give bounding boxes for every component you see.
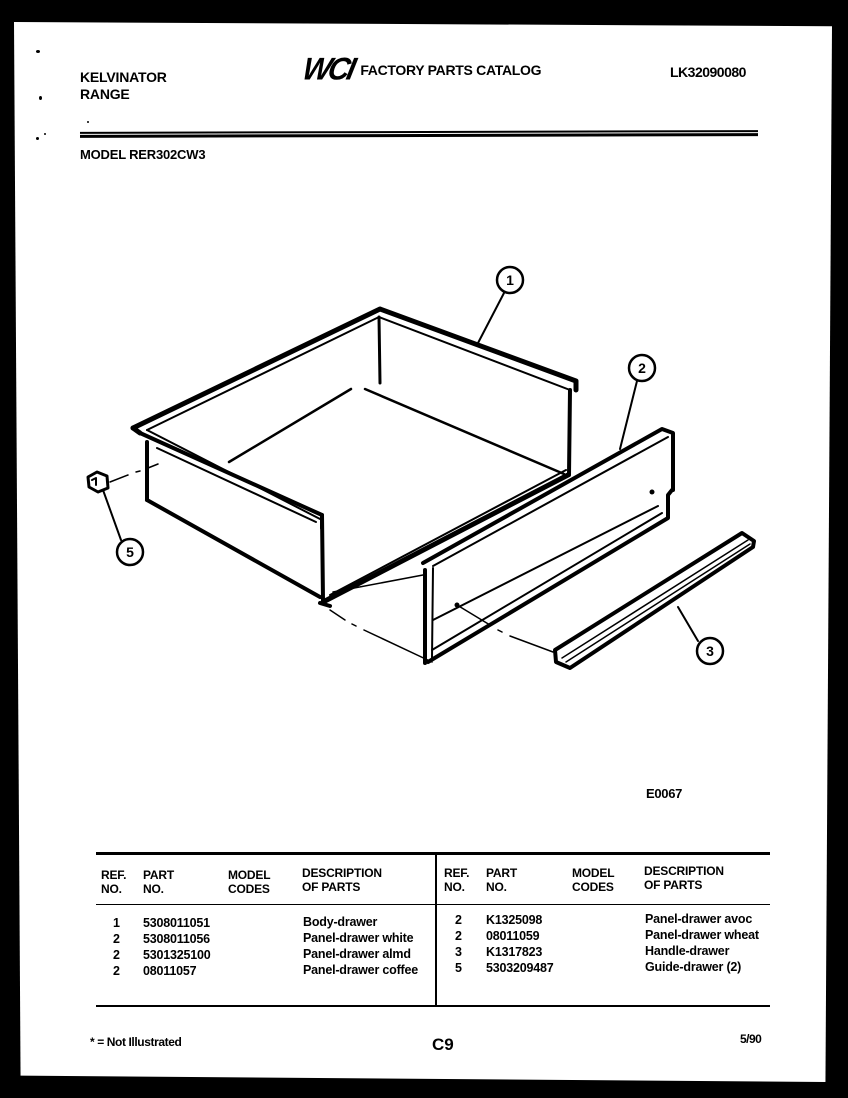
table-row-desc: Panel-drawer white: [303, 931, 414, 945]
callout-3: [697, 638, 723, 664]
table-row-part: K1325098: [486, 913, 543, 927]
table-row: 2: [113, 964, 120, 978]
brand-name: KELVINATOR: [80, 69, 167, 85]
page-code: C9: [432, 1035, 454, 1054]
header-part-no-right: PART NO.: [486, 866, 517, 894]
svg-text:3: 3: [706, 643, 714, 659]
callout-5: [117, 539, 143, 565]
date-code: 5/90: [740, 1032, 762, 1046]
catalog-number: LK32090080: [670, 64, 746, 80]
header-ref-no-right: REF. NO.: [444, 866, 470, 894]
table-row: 2: [113, 932, 120, 946]
table-row-part: K1317823: [486, 945, 543, 959]
table-header-rule: [96, 904, 770, 905]
table-top-rule: [96, 852, 770, 855]
product-type: RANGE: [80, 86, 130, 102]
table-row-desc: Panel-drawer avoc: [645, 912, 753, 926]
catalog-title: FACTORY PARTS CATALOG: [360, 62, 542, 78]
table-row-desc: Handle-drawer: [645, 944, 730, 958]
table-row-desc: Body-drawer: [303, 915, 378, 929]
header-model-codes: MODEL CODES: [228, 868, 271, 896]
table-row-part: 5308011056: [143, 932, 210, 946]
table-row-part: 5308011051: [143, 916, 210, 930]
table-row-desc: Guide-drawer (2): [645, 960, 742, 974]
wci-logo: WCI: [299, 52, 357, 87]
model-label: MODEL RER302CW3: [80, 147, 206, 162]
table-row: 5: [455, 961, 462, 975]
table-row-desc: Panel-drawer coffee: [303, 963, 418, 977]
callout-1: [497, 267, 523, 293]
table-row: 3: [455, 945, 462, 959]
svg-text:2: 2: [638, 360, 646, 376]
header-part-no: PART NO.: [143, 868, 174, 896]
table-row-part: 08011057: [143, 964, 197, 978]
svg-text:5: 5: [126, 544, 134, 560]
callout-2: [629, 355, 655, 381]
header-description: DESCRIPTION OF PARTS: [302, 866, 382, 894]
not-illustrated-footnote: * = Not Illustrated: [90, 1035, 182, 1049]
guide-drawer-illustration: [88, 472, 108, 492]
table-row: 2: [455, 929, 462, 943]
table-row: 2: [113, 948, 120, 962]
svg-text:1: 1: [506, 272, 514, 288]
header-description-right: DESCRIPTION OF PARTS: [644, 864, 724, 892]
header-model-codes-right: MODEL CODES: [572, 866, 615, 894]
figure-code: E0067: [646, 786, 683, 801]
table-row-part: 08011059: [486, 929, 540, 943]
header-ref-no: REF. NO.: [101, 868, 127, 896]
table-row-part: 5301325100: [143, 948, 211, 962]
table-row-desc: Panel-drawer almd: [303, 947, 411, 961]
table-bottom-rule: [96, 1005, 770, 1007]
table-row: 2: [455, 913, 462, 927]
handle-drawer-illustration: [555, 533, 754, 668]
table-column-divider: [435, 852, 437, 1007]
table-row: 1: [113, 916, 120, 930]
table-row-part: 5303209487: [486, 961, 554, 975]
table-row-desc: Panel-drawer wheat: [645, 928, 759, 942]
panel-drawer-illustration: [333, 429, 673, 663]
body-drawer-illustration: [133, 309, 576, 606]
